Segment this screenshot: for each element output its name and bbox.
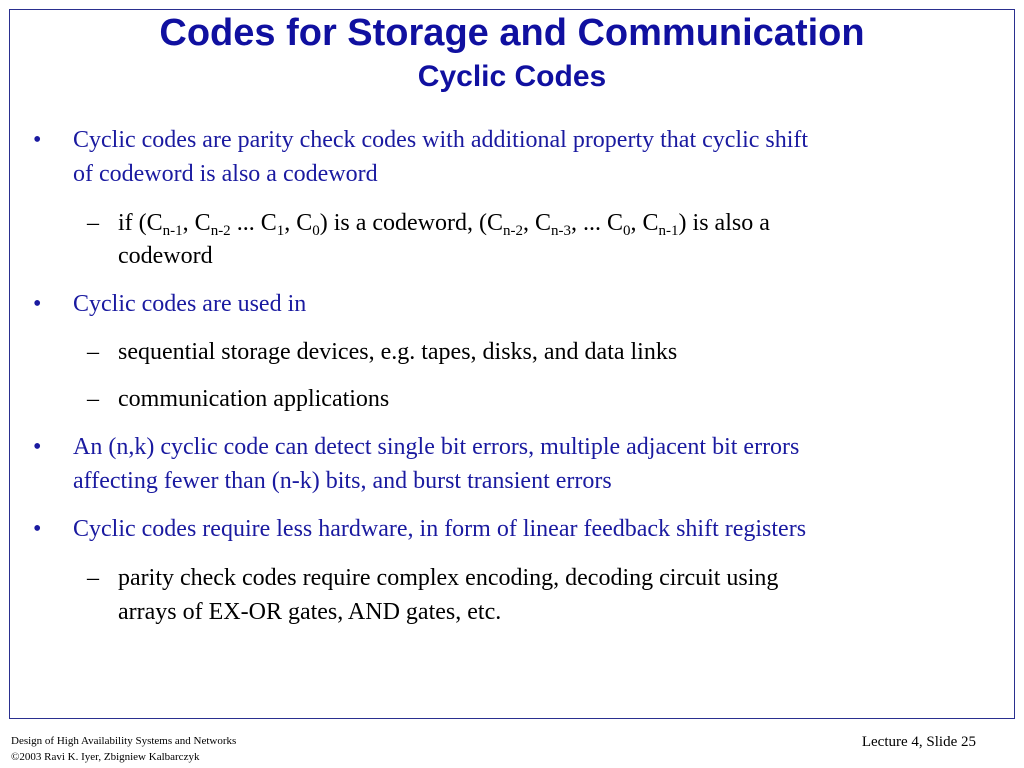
bullet-marker: •: [33, 291, 42, 317]
sub-bullet-4-line-1: parity check codes require complex encoding, decoding circuit using: [118, 565, 779, 591]
dash-marker: –: [87, 386, 99, 412]
bullet-1-line-1: Cyclic codes are parity check codes with additional property that cyclic shift: [73, 127, 809, 153]
sub-bullet-1-line-1: if ($C_{n-1}$, $C_{n-2}$ ... $C_1$, $C_0$) is a codeword, ($C_{n-2}$, $C_{n-3}$, ... $C_0$, $C_{n-1}$) is also a: [118, 210, 770, 239]
dash-marker: –: [87, 210, 99, 236]
footer-copyright: ©2003 Ravi K. Iyer, Zbigniew Kalbarczyk: [11, 751, 200, 763]
bullet-1-line-2: of codeword is also a codeword: [73, 161, 378, 187]
footer-course-info: [11, 733, 236, 765]
bullet-2: Cyclic codes are used in: [73, 291, 307, 317]
dash-marker: –: [87, 565, 99, 591]
sub-bullet-4-line-2: arrays of EX-OR gates, AND gates, etc.: [118, 599, 502, 625]
footer-course: Design of High Availability Systems and Networks: [11, 735, 237, 747]
bullet-3-line-1: An (n,k) cyclic code can detect single bit errors, multiple adjacent bit errors: [73, 434, 800, 460]
footer-slide-ref: Lecture 4, Slide 25: [861, 734, 976, 750]
sub-bullet-3: communication applications: [118, 386, 390, 412]
slide-subtitle: Cyclic Codes: [417, 60, 607, 93]
sub-bullet-1-line-2: codeword: [118, 243, 213, 269]
bullet-marker: •: [33, 516, 42, 542]
bullet-marker: •: [33, 127, 42, 153]
slide-title: Codes for Storage and Communication: [159, 12, 865, 54]
dash-marker: –: [87, 339, 99, 365]
bullet-4: Cyclic codes require less hardware, in form of linear feedback shift registers: [73, 516, 807, 542]
bullet-3-line-2: affecting fewer than (n-k) bits, and burst transient errors: [73, 468, 612, 494]
sub-bullet-2: sequential storage devices, e.g. tapes, disks, and data links: [118, 339, 678, 365]
bullet-marker: •: [33, 434, 42, 460]
